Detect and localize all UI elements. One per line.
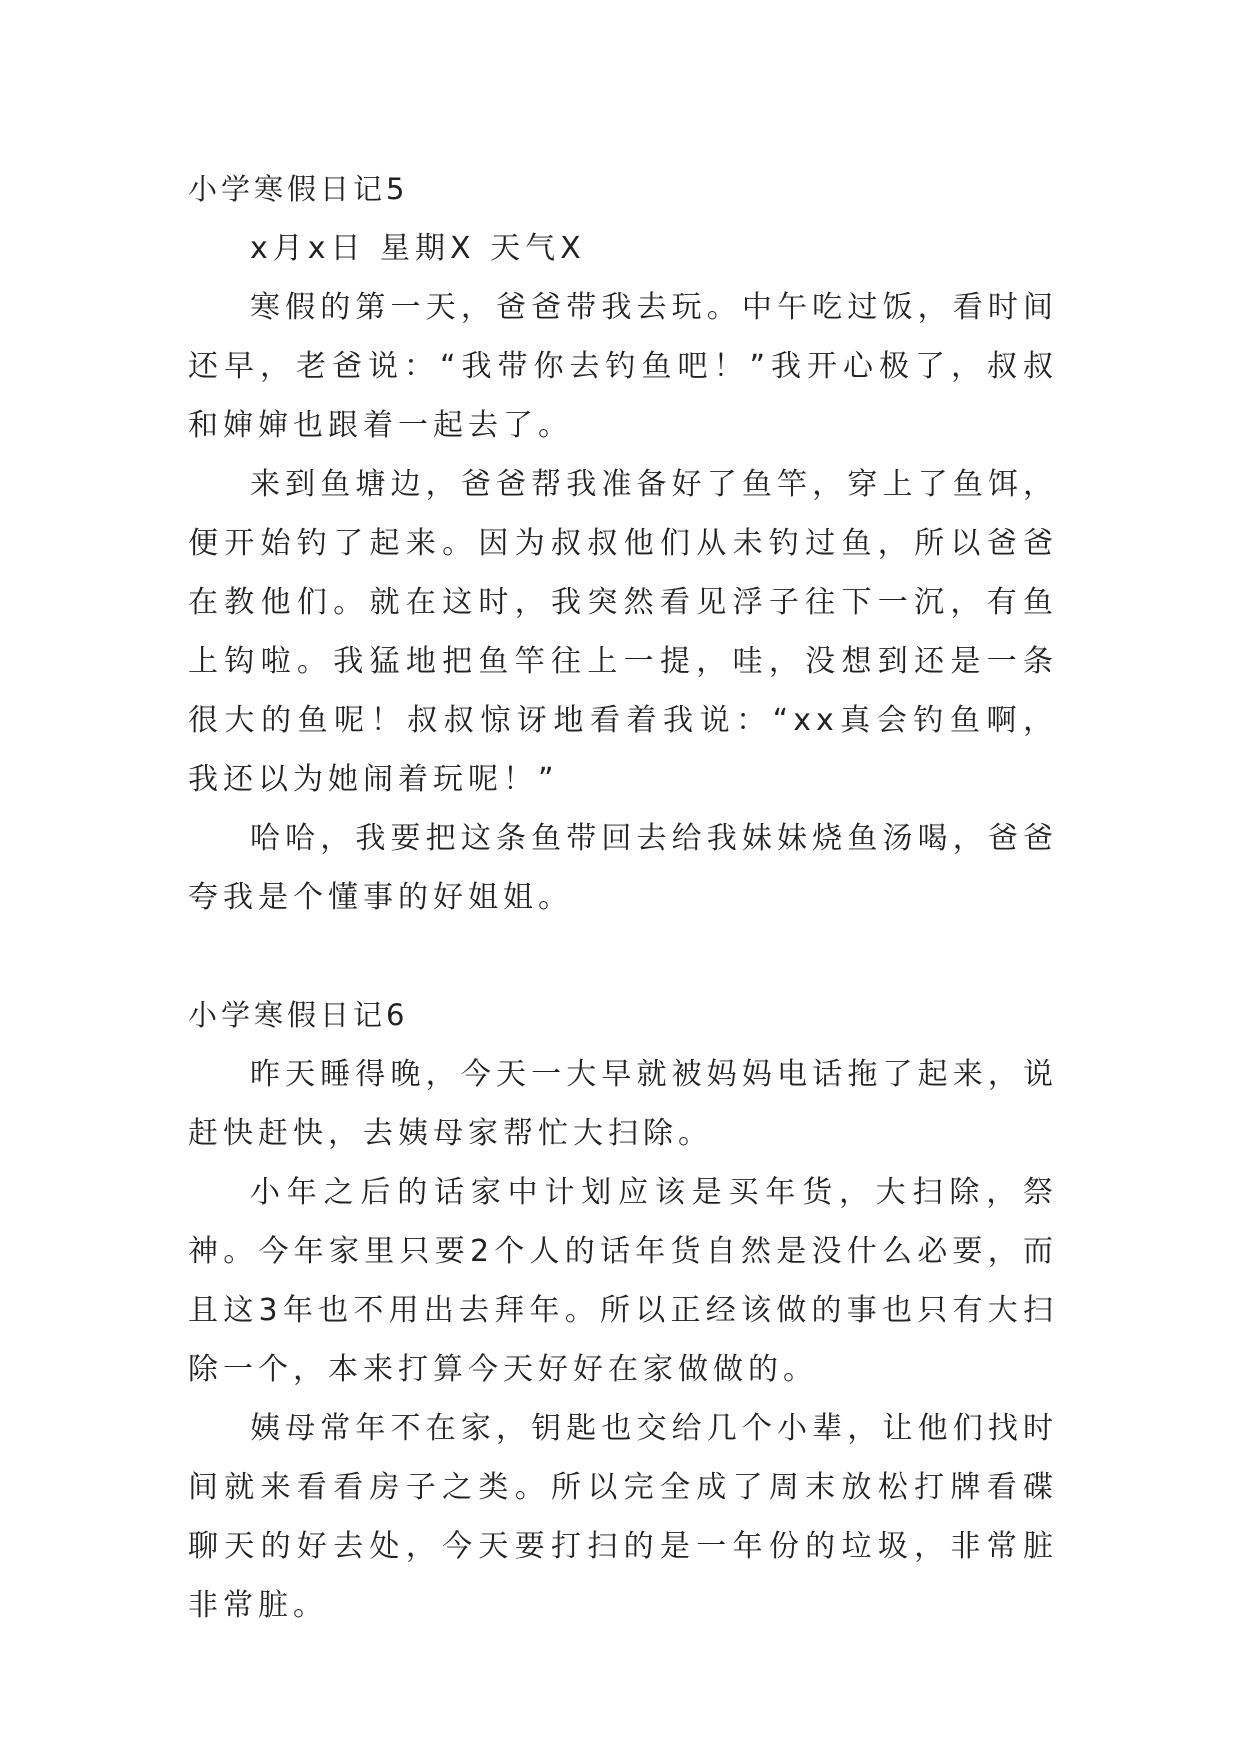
section-spacer [188, 927, 1058, 986]
document-body [188, 160, 1058, 1635]
diary-5-paragraph-1: 寒假的第一天，爸爸带我去玩。中午吃过饭，看时间还早，老爸说：“我带你去钓鱼吧！”我开心极了，叔叔和婶婶也跟着一起去了。 [188, 290, 1058, 443]
diary-6-title: 小学寒假日记6 [188, 998, 409, 1032]
diary-6-paragraph-1: 昨天睡得晚，今天一大早就被妈妈电话拖了起来，说赶快赶快，去姨母家帮忙大扫除。 [188, 1057, 1058, 1151]
diary-5-title: 小学寒假日记5 [188, 172, 409, 206]
diary-5-paragraph-3: 哈哈，我要把这条鱼带回去给我妹妹烧鱼汤喝，爸爸夸我是个懂事的好姐姐。 [188, 821, 1058, 915]
diary-5-paragraph-2: 来到鱼塘边，爸爸帮我准备好了鱼竿，穿上了鱼饵，便开始钓了起来。因为叔叔他们从未钓过鱼，所以爸爸在教他们。就在这时，我突然看见浮子往下一沉，有鱼上钩啦。我猛地把鱼竿往上一提，哇，没想到还是一条很大的鱼呢！叔叔惊讶地看着我说：“xx真会钓鱼啊，我还以为她闹着玩呢！” [188, 467, 1058, 797]
diary-6-paragraph-2: 小年之后的话家中计划应该是买年货，大扫除，祭神。今年家里只要2个人的话年货自然是没什么必要，而且这3年也不用出去拜年。所以正经该做的事也只有大扫除一个，本来打算今天好好在家做做的。 [188, 1175, 1058, 1387]
diary-6-paragraph-3: 姨母常年不在家，钥匙也交给几个小辈，让他们找时间就来看看房子之类。所以完全成了周末放松打牌看碟聊天的好去处，今天要打扫的是一年份的垃圾，非常脏非常脏。 [188, 1411, 1058, 1623]
diary-5-date-line: x月x日 星期X 天气X [250, 231, 586, 266]
